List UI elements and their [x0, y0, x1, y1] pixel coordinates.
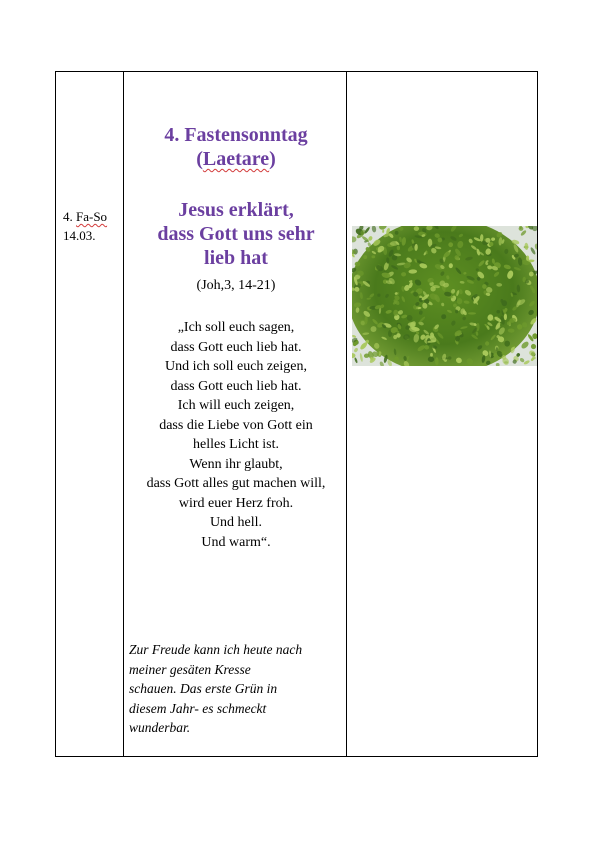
note-line: meiner gesäten Kresse [129, 661, 251, 677]
cress-leaf [468, 312, 476, 314]
quote-line: Ich will euch zeigen, [177, 398, 295, 413]
bible-reference: (Joh,3, 14-21) [196, 278, 276, 293]
note-line: Zur Freude kann ich heute nach [129, 642, 303, 657]
cress-plant-photo [352, 226, 537, 366]
quote-line: dass die Liebe von Gott ein [159, 417, 313, 433]
quote-line: dass Gott euch lieb hat. [170, 339, 302, 355]
date-day-line [63, 207, 107, 226]
quote-line: Und warm“. [201, 534, 271, 550]
page-subtitle-latin [124, 148, 348, 171]
date-day-code: Fa-So [76, 209, 108, 224]
quote-line: Und ich soll euch zeigen, [165, 359, 307, 374]
paren-close: ) [269, 148, 276, 170]
quote-line: dass Gott alles gut machen will, [146, 476, 326, 491]
note-line: diesem Jahr- es schmeckt [129, 700, 267, 716]
note-block [129, 640, 345, 738]
quote-line: Wenn ihr glaubt, [189, 456, 283, 472]
quote-line: Und hell. [209, 515, 263, 530]
latin-name: Laetare [202, 148, 270, 170]
quote-line: dass Gott euch lieb hat. [170, 378, 302, 394]
cress-leaf [496, 347, 498, 351]
quote-line: wird euer Herz froh. [178, 495, 294, 511]
calendar-table [55, 71, 538, 757]
paren-open: ( [196, 148, 203, 170]
date-value: 14.03. [63, 228, 96, 243]
subtitle-line: lieb hat [204, 247, 268, 269]
date-cell [63, 207, 107, 245]
cress-leaf [504, 314, 507, 320]
quote-line: „Ich soll euch sagen, [177, 320, 295, 335]
content-cell [124, 72, 348, 756]
date-day-prefix: 4. [63, 209, 73, 224]
subtitle-line: dass Gott uns sehr [157, 223, 315, 245]
quote-block [124, 318, 348, 552]
subtitle-line: Jesus erklärt, [178, 199, 294, 221]
note-line: wunderbar. [129, 720, 191, 735]
subtitle-block [124, 198, 348, 270]
cress-leaf [485, 341, 489, 345]
quote-line: helles Licht ist. [193, 437, 279, 452]
page-title: 4. Fastensonntag [164, 124, 308, 146]
note-line: schauen. Das erste Grün in [129, 681, 278, 696]
